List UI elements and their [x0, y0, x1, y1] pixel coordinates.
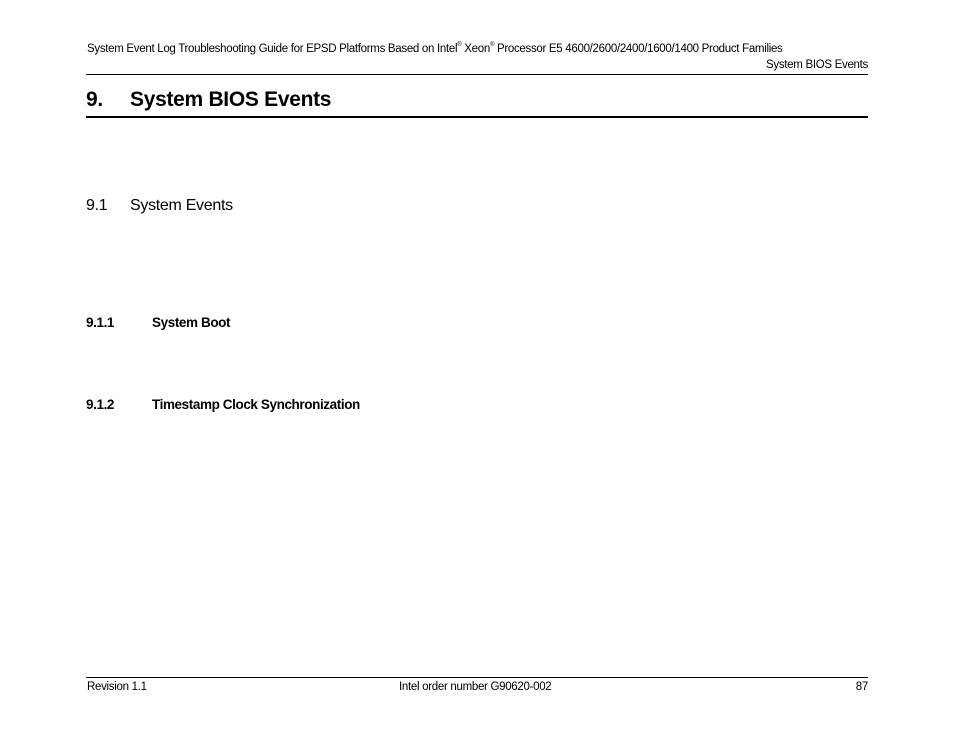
- subsection-number: 9.1.1: [86, 315, 115, 330]
- footer-page-number: 87: [855, 681, 868, 693]
- chapter-heading: [86, 87, 868, 118]
- chapter-number: 9.: [86, 88, 103, 111]
- subsection-title: System Boot: [152, 315, 231, 330]
- subsection-title: Timestamp Clock Synchronization: [152, 397, 360, 412]
- header-section-name: System BIOS Events: [766, 59, 868, 71]
- section-number: 9.1: [86, 197, 108, 214]
- footer-divider: [86, 677, 868, 678]
- registered-mark: ®: [489, 42, 495, 48]
- header-title-part3: Processor E5 4600/2600/2400/1600/1400 Product Families: [494, 43, 783, 55]
- header-divider: [86, 74, 868, 75]
- chapter-title: System BIOS Events: [130, 88, 332, 111]
- header-document-title: [87, 43, 783, 55]
- header-title-part1: System Event Log Troubleshooting Guide for EPSD Platforms Based on Intel: [87, 43, 458, 55]
- footer-order-number: Intel order number G90620-002: [399, 681, 552, 693]
- registered-mark: ®: [457, 42, 462, 48]
- header-title-part2: Xeon: [461, 43, 490, 55]
- footer-revision: Revision 1.1: [87, 681, 147, 693]
- section-title: System Events: [130, 197, 233, 214]
- subsection-number: 9.1.2: [86, 397, 115, 412]
